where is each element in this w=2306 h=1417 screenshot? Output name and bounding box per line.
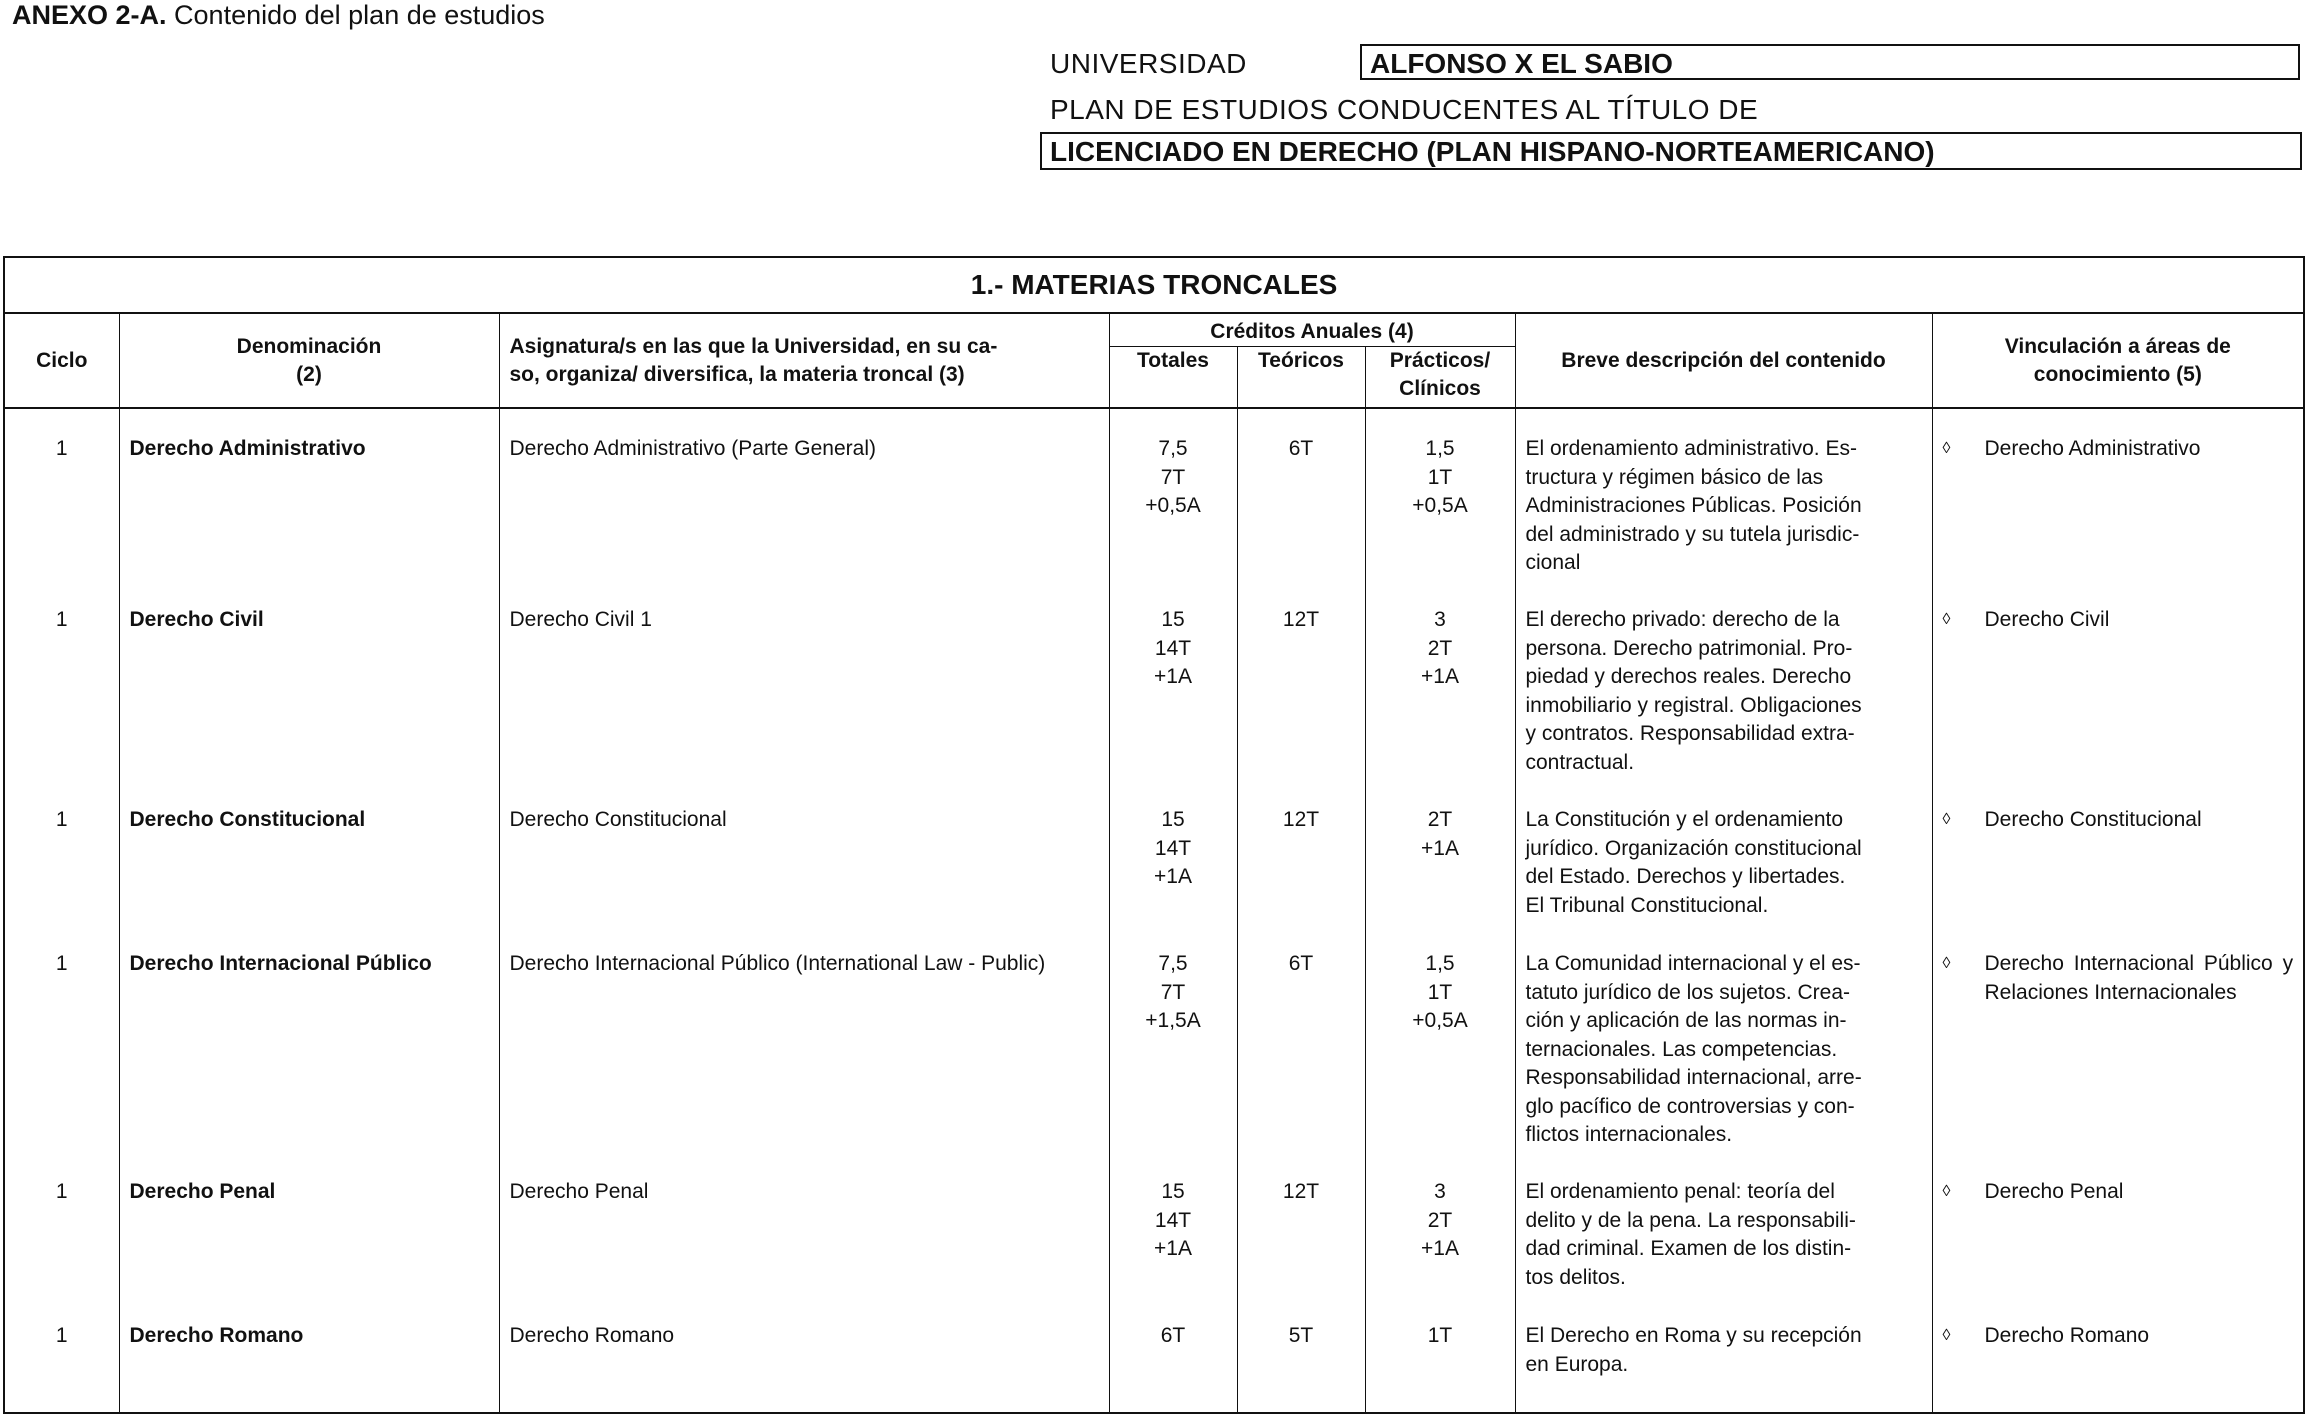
diamond-bullet-icon: ◊ bbox=[1942, 811, 1951, 828]
descripcion-line: piedad y derechos reales. Derecho bbox=[1525, 665, 1852, 688]
cell-practicos bbox=[1365, 408, 1515, 580]
descripcion-line: jurídico. Organización constitucional bbox=[1525, 836, 1862, 860]
cell-ciclo: 1 bbox=[4, 780, 119, 924]
practicos-line: 1,5 bbox=[1425, 952, 1455, 975]
practicos-line: +0,5A bbox=[1412, 1009, 1468, 1032]
totales-line: +1A bbox=[1154, 665, 1192, 688]
header-asignatura-line1: Asignatura/s en las que la Universidad, en su ca- bbox=[509, 334, 998, 358]
header-practicos-line1: Prácticos/ bbox=[1389, 349, 1491, 372]
totales-line: 15 bbox=[1161, 608, 1185, 631]
cell-denominacion: Derecho Administrativo bbox=[119, 408, 499, 580]
vinculacion-text: Derecho Constitucional bbox=[1984, 808, 2202, 831]
cell-totales bbox=[1109, 780, 1237, 924]
annex-label: ANEXO 2-A. bbox=[12, 0, 167, 30]
header-asignatura bbox=[499, 313, 1109, 408]
descripcion-line: El ordenamiento administrativo. Es- bbox=[1525, 437, 1857, 460]
cell-practicos bbox=[1365, 1152, 1515, 1296]
teoricos-line: 12T bbox=[1282, 608, 1320, 631]
descripcion-line: tatuto jurídico de los sujetos. Crea- bbox=[1525, 980, 1850, 1004]
materias-table bbox=[3, 256, 2305, 1414]
vinculacion-text: Derecho Administrativo bbox=[1984, 437, 2201, 460]
vinculacion-text: Derecho Internacional Público y Relaciones Internacionales bbox=[1984, 952, 2294, 1004]
cell-practicos bbox=[1365, 924, 1515, 1152]
practicos-line: 1T bbox=[1427, 465, 1453, 489]
table-row bbox=[4, 780, 2304, 924]
cell-teoricos bbox=[1237, 780, 1365, 924]
descripcion-line: glo pacífico de controversias y con- bbox=[1525, 1094, 1855, 1118]
cell-denominacion: Derecho Romano bbox=[119, 1296, 499, 1413]
practicos-line: 1T bbox=[1427, 980, 1453, 1004]
descripcion-line: delito y de la pena. La responsabili- bbox=[1525, 1208, 1856, 1232]
table-row bbox=[4, 580, 2304, 780]
descripcion-line: en Europa. bbox=[1525, 1352, 1629, 1376]
descripcion-line: Responsabilidad internacional, arre- bbox=[1525, 1066, 1862, 1089]
diamond-bullet-icon: ◊ bbox=[1942, 955, 1951, 972]
descripcion-line: La Constitución y el ordenamiento bbox=[1525, 808, 1844, 831]
cell-practicos bbox=[1365, 580, 1515, 780]
cell-vinculacion bbox=[1932, 780, 2304, 924]
cell-asignatura: Derecho Penal bbox=[499, 1152, 1109, 1296]
table-row bbox=[4, 1296, 2304, 1413]
descripcion-line: tructura y régimen básico de las bbox=[1525, 465, 1824, 489]
descripcion-line: El Tribunal Constitucional. bbox=[1525, 893, 1769, 917]
totales-line: 7,5 bbox=[1158, 437, 1188, 460]
cell-teoricos bbox=[1237, 580, 1365, 780]
cell-descripcion bbox=[1515, 580, 1932, 780]
table-row bbox=[4, 1152, 2304, 1296]
cell-ciclo: 1 bbox=[4, 1152, 119, 1296]
header-denominacion-line1: Denominación bbox=[236, 334, 382, 358]
totales-line: +1A bbox=[1154, 865, 1192, 888]
cell-vinculacion bbox=[1932, 580, 2304, 780]
cell-denominacion: Derecho Penal bbox=[119, 1152, 499, 1296]
descripcion-line: persona. Derecho patrimonial. Pro- bbox=[1525, 636, 1853, 660]
university-label: UNIVERSIDAD bbox=[1050, 48, 1247, 79]
cell-totales bbox=[1109, 580, 1237, 780]
descripcion-line: ternacionales. Las competencias. bbox=[1525, 1037, 1838, 1061]
plan-title: LICENCIADO EN DERECHO (PLAN HISPANO-NORTEAMERICANO) bbox=[1040, 132, 2302, 170]
practicos-line: 1,5 bbox=[1425, 437, 1455, 460]
cell-asignatura: Derecho Constitucional bbox=[499, 780, 1109, 924]
cell-vinculacion bbox=[1932, 924, 2304, 1152]
table-body bbox=[4, 408, 2304, 1413]
vinculacion-text: Derecho Civil bbox=[1984, 608, 2110, 631]
header-asignatura-line2: so, organiza/ diversifica, la materia troncal (3) bbox=[509, 362, 965, 386]
teoricos-line: 6T bbox=[1288, 437, 1314, 460]
header-vinculacion-line2: conocimiento (5) bbox=[2033, 362, 2202, 386]
header-totales: Totales bbox=[1109, 347, 1237, 409]
cell-asignatura: Derecho Internacional Público (International Law - Public) bbox=[499, 924, 1109, 1152]
table-title: 1.- MATERIAS TRONCALES bbox=[4, 257, 2304, 313]
practicos-line: +1A bbox=[1421, 836, 1459, 860]
cell-descripcion bbox=[1515, 780, 1932, 924]
cell-denominacion: Derecho Civil bbox=[119, 580, 499, 780]
cell-descripcion bbox=[1515, 924, 1932, 1152]
descripcion-line: flictos internacionales. bbox=[1525, 1123, 1733, 1146]
totales-line: +1,5A bbox=[1145, 1009, 1201, 1032]
practicos-line: +1A bbox=[1421, 1237, 1459, 1260]
annex-title bbox=[12, 0, 545, 30]
descripcion-line: cional bbox=[1525, 551, 1581, 574]
cell-totales bbox=[1109, 408, 1237, 580]
header-creditos: Créditos Anuales (4) bbox=[1109, 313, 1515, 347]
cell-teoricos bbox=[1237, 1296, 1365, 1413]
cell-ciclo: 1 bbox=[4, 580, 119, 780]
plan-label: PLAN DE ESTUDIOS CONDUCENTES AL TÍTULO DE bbox=[1050, 94, 1759, 125]
diamond-bullet-icon: ◊ bbox=[1942, 611, 1951, 628]
practicos-line: +0,5A bbox=[1412, 494, 1468, 517]
vinculacion-text: Derecho Romano bbox=[1984, 1324, 2150, 1347]
descripcion-line: inmobiliario y registral. Obligaciones bbox=[1525, 693, 1862, 717]
cell-descripcion bbox=[1515, 1296, 1932, 1413]
cell-totales bbox=[1109, 1296, 1237, 1413]
cell-vinculacion bbox=[1932, 408, 2304, 580]
diamond-bullet-icon: ◊ bbox=[1942, 440, 1951, 457]
header-denominacion-line2: (2) bbox=[296, 362, 322, 386]
descripcion-line: tos delitos. bbox=[1525, 1265, 1626, 1289]
cell-practicos bbox=[1365, 780, 1515, 924]
descripcion-line: del Estado. Derechos y libertades. bbox=[1525, 865, 1846, 888]
practicos-line: +1A bbox=[1421, 665, 1459, 688]
descripcion-line: El ordenamiento penal: teoría del bbox=[1525, 1180, 1835, 1203]
totales-line: 15 bbox=[1161, 808, 1185, 831]
practicos-line: 2T bbox=[1427, 808, 1453, 831]
cell-practicos bbox=[1365, 1296, 1515, 1413]
totales-line: 14T bbox=[1154, 836, 1192, 860]
descripcion-line: El derecho privado: derecho de la bbox=[1525, 608, 1840, 631]
cell-ciclo: 1 bbox=[4, 408, 119, 580]
descripcion-line: y contratos. Responsabilidad extra- bbox=[1525, 722, 1855, 745]
cell-vinculacion bbox=[1932, 1152, 2304, 1296]
cell-asignatura: Derecho Romano bbox=[499, 1296, 1109, 1413]
totales-line: +1A bbox=[1154, 1237, 1192, 1260]
totales-line: 14T bbox=[1154, 636, 1192, 660]
descripcion-line: contractual. bbox=[1525, 750, 1635, 774]
descripcion-line: dad criminal. Examen de los distin- bbox=[1525, 1237, 1852, 1260]
teoricos-line: 6T bbox=[1288, 952, 1314, 975]
totales-line: 14T bbox=[1154, 1208, 1192, 1232]
header-teoricos: Teóricos bbox=[1237, 347, 1365, 409]
practicos-line: 2T bbox=[1427, 1208, 1453, 1232]
practicos-line: 2T bbox=[1427, 636, 1453, 660]
totales-line: 7,5 bbox=[1158, 952, 1188, 975]
totales-line: 7T bbox=[1160, 465, 1186, 489]
practicos-line: 3 bbox=[1434, 608, 1446, 631]
cell-denominacion: Derecho Constitucional bbox=[119, 780, 499, 924]
practicos-line: 3 bbox=[1434, 1180, 1446, 1203]
cell-teoricos bbox=[1237, 408, 1365, 580]
descripcion-line: El Derecho en Roma y su recepción bbox=[1525, 1324, 1862, 1347]
descripcion-line: del administrado y su tutela jurisdic- bbox=[1525, 522, 1860, 546]
table-row bbox=[4, 924, 2304, 1152]
teoricos-line: 12T bbox=[1282, 1180, 1320, 1203]
descripcion-line: Administraciones Públicas. Posición bbox=[1525, 494, 1862, 517]
totales-line: 6T bbox=[1160, 1324, 1186, 1347]
header-practicos bbox=[1365, 347, 1515, 409]
cell-denominacion: Derecho Internacional Público bbox=[119, 924, 499, 1152]
table-row bbox=[4, 408, 2304, 580]
header-descripcion: Breve descripción del contenido bbox=[1515, 313, 1932, 408]
practicos-line: 1T bbox=[1427, 1324, 1453, 1347]
cell-ciclo: 1 bbox=[4, 924, 119, 1152]
teoricos-line: 5T bbox=[1288, 1324, 1314, 1347]
cell-asignatura: Derecho Civil 1 bbox=[499, 580, 1109, 780]
cell-descripcion bbox=[1515, 408, 1932, 580]
university-name: ALFONSO X EL SABIO bbox=[1360, 44, 2300, 80]
diamond-bullet-icon: ◊ bbox=[1942, 1183, 1951, 1200]
cell-vinculacion bbox=[1932, 1296, 2304, 1413]
diamond-bullet-icon: ◊ bbox=[1942, 1327, 1951, 1344]
cell-asignatura: Derecho Administrativo (Parte General) bbox=[499, 408, 1109, 580]
cell-totales bbox=[1109, 924, 1237, 1152]
vinculacion-text: Derecho Penal bbox=[1984, 1180, 2124, 1203]
header-denominacion bbox=[119, 313, 499, 408]
cell-teoricos bbox=[1237, 924, 1365, 1152]
header-ciclo: Ciclo bbox=[4, 313, 119, 408]
totales-line: 7T bbox=[1160, 980, 1186, 1004]
cell-descripcion bbox=[1515, 1152, 1932, 1296]
header-vinculacion bbox=[1932, 313, 2304, 408]
header-vinculacion-line1: Vinculación a áreas de bbox=[2004, 334, 2231, 358]
header-practicos-line2: Clínicos bbox=[1399, 377, 1481, 400]
teoricos-line: 12T bbox=[1282, 808, 1320, 831]
annex-text: Contenido del plan de estudios bbox=[166, 0, 545, 30]
cell-totales bbox=[1109, 1152, 1237, 1296]
cell-ciclo: 1 bbox=[4, 1296, 119, 1413]
totales-line: +0,5A bbox=[1145, 494, 1201, 517]
descripcion-line: ción y aplicación de las normas in- bbox=[1525, 1009, 1847, 1032]
cell-teoricos bbox=[1237, 1152, 1365, 1296]
totales-line: 15 bbox=[1161, 1180, 1185, 1203]
descripcion-line: La Comunidad internacional y el es- bbox=[1525, 952, 1861, 975]
